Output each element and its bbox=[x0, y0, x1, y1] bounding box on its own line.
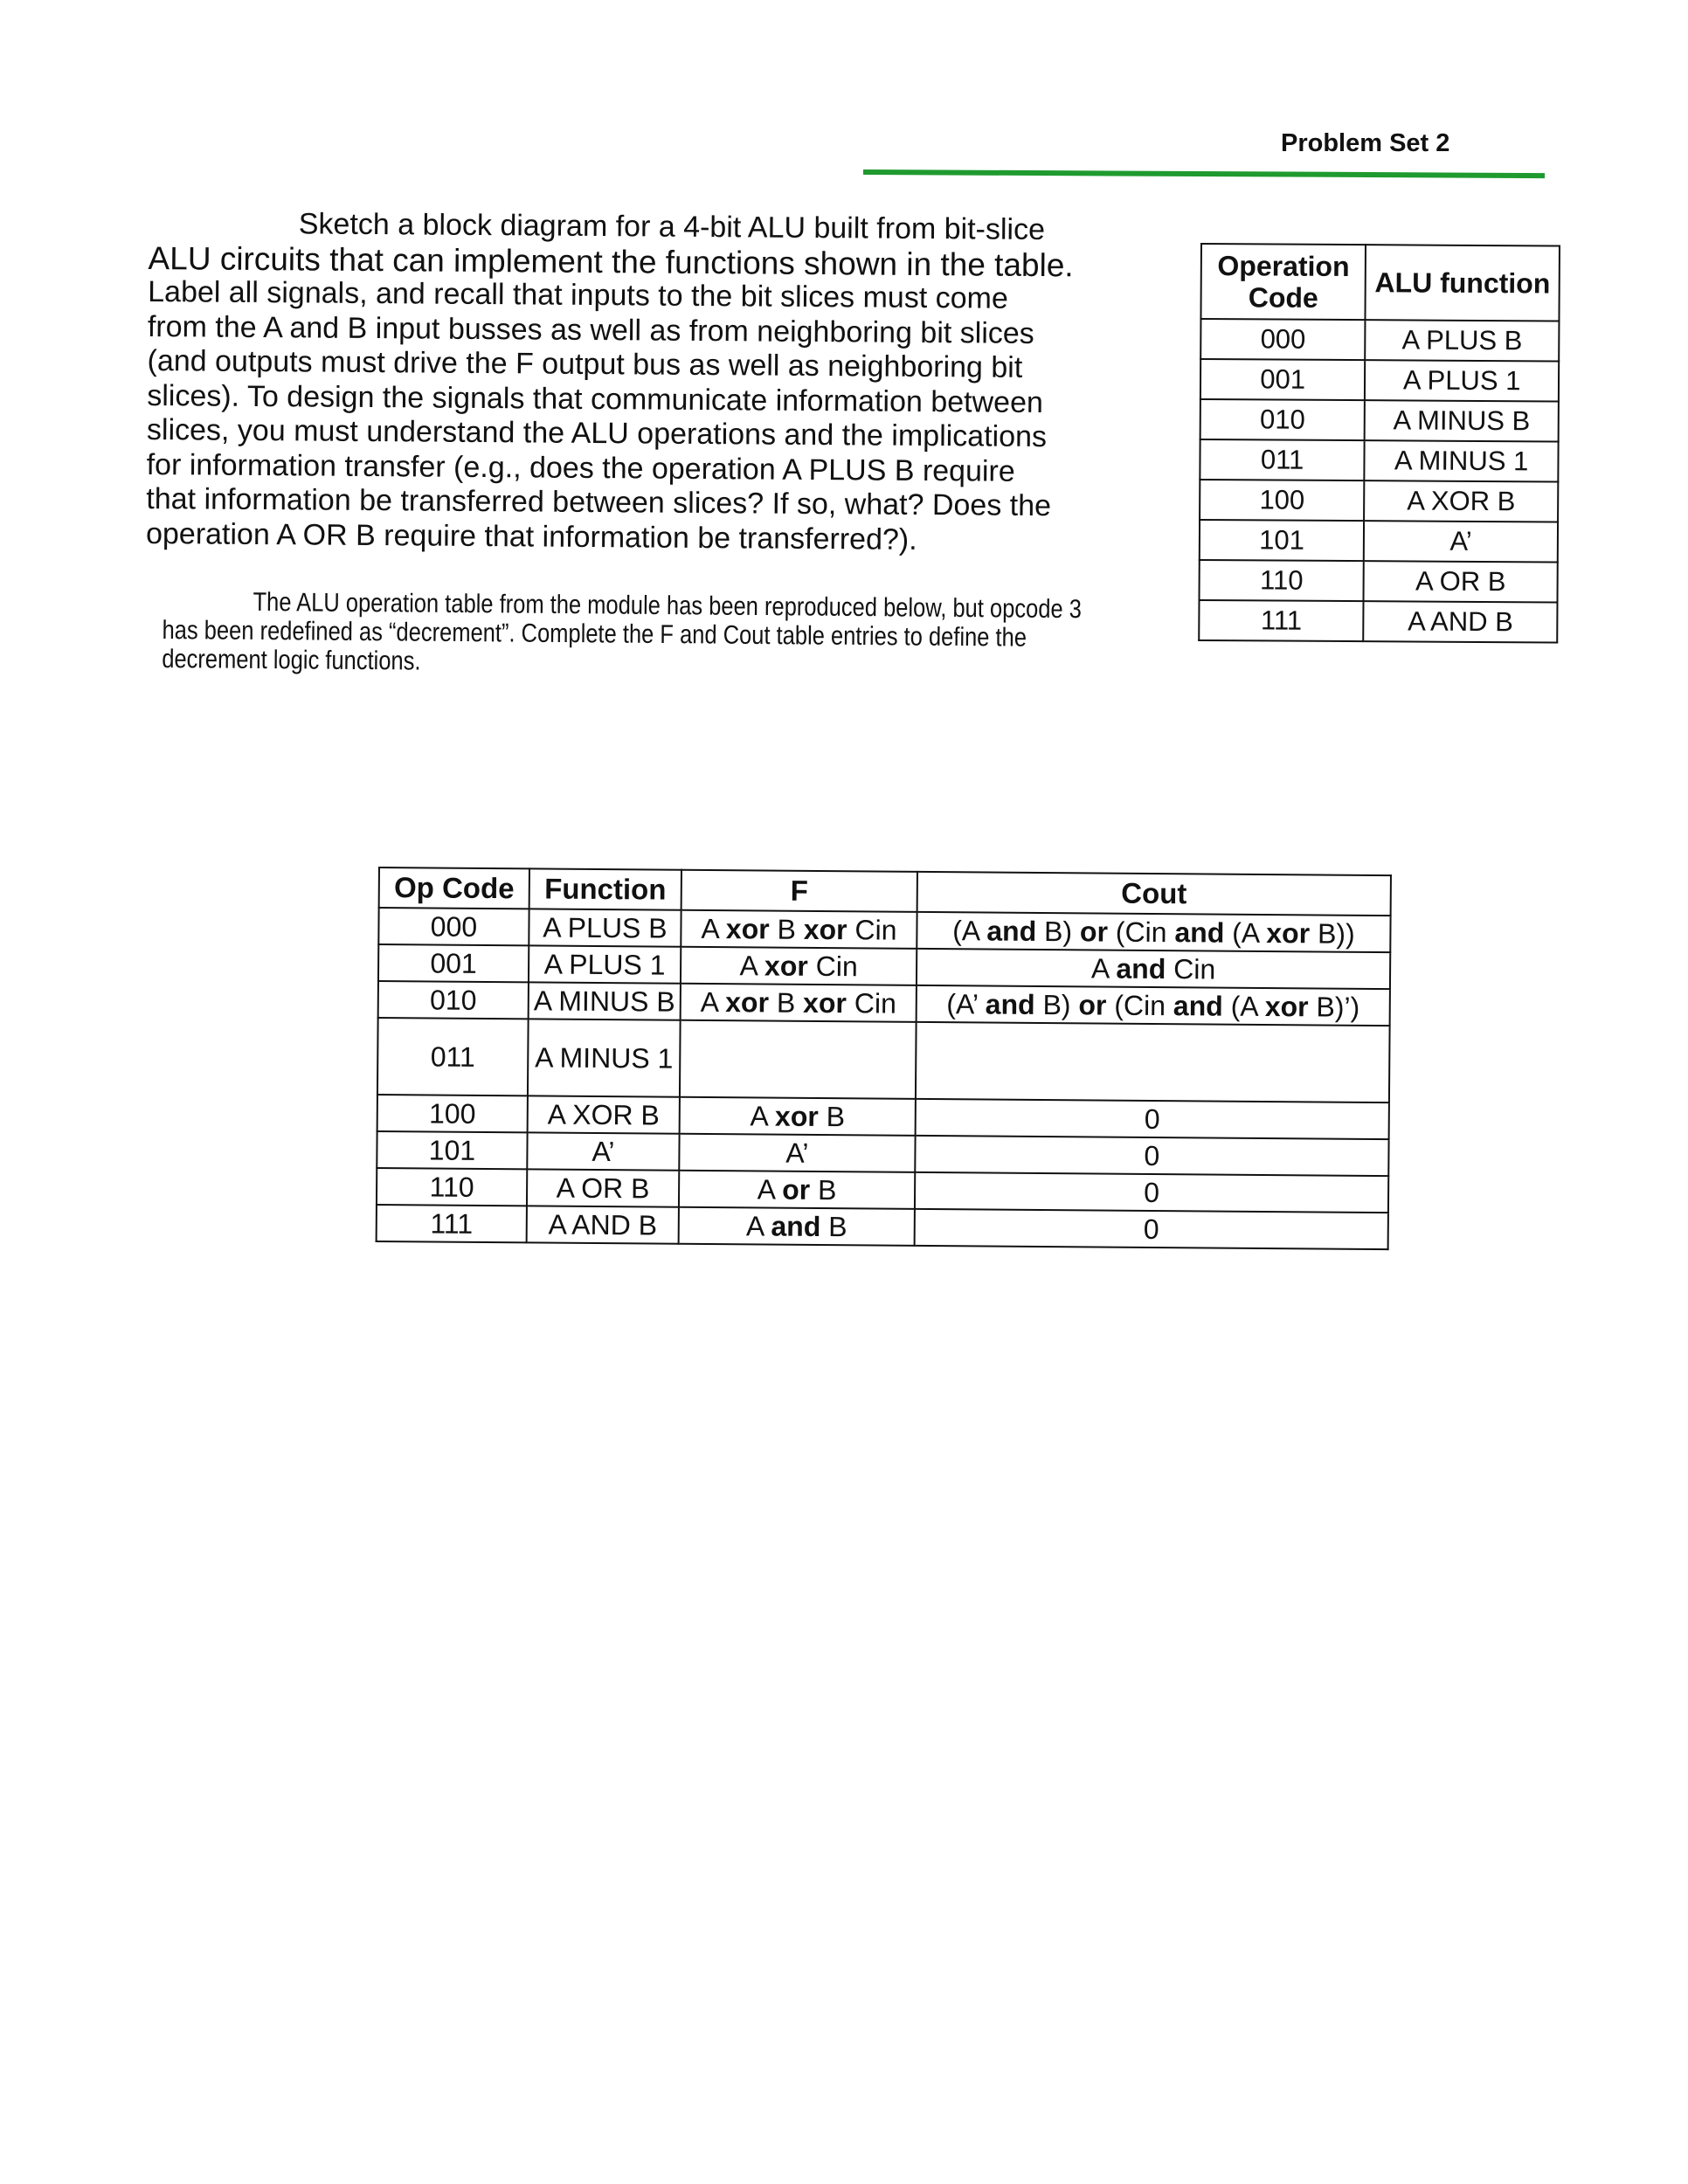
cout-cell: 0 bbox=[915, 1136, 1388, 1176]
op-code-cell: 101 bbox=[1200, 520, 1365, 561]
text-line: that information be transferred between slices? If so, what? Does the bbox=[146, 481, 1052, 523]
alu-logic-table bbox=[376, 867, 1392, 1250]
text-line: slices, you must understand the ALU operations and the implications bbox=[146, 412, 1048, 454]
op-code-cell: 000 bbox=[1200, 319, 1366, 360]
table-row bbox=[1200, 359, 1559, 402]
question-1-text bbox=[146, 206, 1145, 559]
table-row bbox=[377, 1018, 1390, 1102]
op-code-cell: 110 bbox=[377, 1168, 527, 1206]
op-code-cell: 111 bbox=[1199, 600, 1364, 641]
alu-function-cell: A MINUS B bbox=[1365, 400, 1559, 441]
op-code-cell: 100 bbox=[1200, 480, 1365, 521]
table-row bbox=[1199, 600, 1557, 643]
text-line: decrement logic functions. bbox=[162, 644, 421, 676]
text-line: (and outputs must drive the F output bus as well as neighboring bit bbox=[147, 343, 1023, 384]
f-cell: A xor B xor Cin bbox=[681, 984, 917, 1022]
text-line: from the A and B input busses as well as from neighboring bit slices bbox=[147, 309, 1034, 350]
header-function: Function bbox=[529, 868, 681, 909]
table-row bbox=[1200, 399, 1559, 442]
cout-cell: 0 bbox=[915, 1209, 1388, 1249]
function-cell: A MINUS B bbox=[529, 982, 681, 1019]
f-cell: A or B bbox=[679, 1171, 915, 1209]
header-operation-code: Operation Code bbox=[1200, 244, 1366, 320]
op-code-cell: 001 bbox=[1200, 359, 1366, 400]
op-code-cell: 100 bbox=[377, 1095, 528, 1132]
cout-cell: (A’ and B) or (Cin and (A xor B)’) bbox=[917, 985, 1390, 1026]
table-row bbox=[1200, 520, 1558, 563]
op-code-cell: 011 bbox=[1200, 439, 1365, 480]
problem-set-title: Problem Set 2 bbox=[1281, 129, 1450, 157]
table-row bbox=[1200, 439, 1558, 482]
alu-function-cell: A PLUS B bbox=[1366, 320, 1560, 361]
f-cell: A xor B xor Cin bbox=[681, 910, 917, 949]
table-row bbox=[377, 1205, 1388, 1249]
header-op-code: Op Code bbox=[379, 867, 529, 909]
op-code-cell: 011 bbox=[377, 1018, 529, 1095]
op-code-cell: 010 bbox=[1200, 399, 1366, 440]
op-code-cell: 000 bbox=[378, 908, 529, 945]
table-header-row bbox=[1200, 244, 1560, 321]
header-f: F bbox=[681, 870, 917, 912]
text-line: Sketch a block diagram for a 4-bit ALU built from bit-slice bbox=[298, 207, 1046, 247]
function-cell: A AND B bbox=[527, 1206, 679, 1243]
op-code-cell: 111 bbox=[377, 1205, 527, 1242]
f-cell: A and B bbox=[679, 1207, 915, 1246]
text-line: operation A OR B require that information be transferred?). bbox=[145, 516, 917, 556]
op-code-cell: 010 bbox=[378, 981, 529, 1019]
header-alu-function: ALU function bbox=[1366, 245, 1560, 321]
function-cell: A MINUS 1 bbox=[528, 1019, 681, 1096]
f-cell: A xor B bbox=[680, 1097, 916, 1136]
f-cell: A’ bbox=[679, 1134, 915, 1172]
text-line: for information transfer (e.g., does the operation A PLUS B require bbox=[146, 447, 1015, 488]
text-line: ALU circuits that can implement the functions shown in the table. bbox=[148, 239, 1074, 283]
table-row bbox=[1200, 480, 1558, 522]
function-cell: A OR B bbox=[527, 1169, 679, 1206]
text-line: has been redefined as “decrement”. Complete the F and Cout table entries to define the bbox=[162, 615, 1027, 653]
function-cell: A PLUS B bbox=[529, 909, 681, 946]
op-code-cell: 001 bbox=[378, 944, 529, 982]
header-divider bbox=[863, 169, 1545, 178]
alu-function-cell: A MINUS 1 bbox=[1365, 440, 1559, 481]
cout-cell: 0 bbox=[915, 1172, 1388, 1213]
alu-function-cell: A XOR B bbox=[1364, 480, 1558, 522]
cout-cell: A and Cin bbox=[917, 949, 1390, 989]
function-cell: A’ bbox=[527, 1132, 679, 1170]
function-cell: A PLUS 1 bbox=[529, 945, 681, 983]
table-row bbox=[1200, 319, 1559, 362]
question-2-text bbox=[162, 587, 1165, 682]
text-line: Label all signals, and recall that inputs to the bit slices must come bbox=[148, 274, 1008, 315]
header-cout: Cout bbox=[917, 872, 1391, 916]
cout-cell: (A and B) or (Cin and (A xor B)) bbox=[917, 912, 1390, 952]
text-line: The ALU operation table from the module has been reproduced below, but opcode 3 bbox=[253, 587, 1083, 625]
text-line: slices). To design the signals that communicate information between bbox=[147, 378, 1043, 419]
alu-function-cell: A AND B bbox=[1364, 601, 1558, 642]
function-cell: A XOR B bbox=[528, 1095, 680, 1133]
cout-cell: 0 bbox=[916, 1099, 1389, 1139]
alu-function-cell: A’ bbox=[1364, 521, 1558, 562]
operation-code-table bbox=[1198, 243, 1560, 644]
cout-cell[interactable] bbox=[916, 1022, 1390, 1102]
f-cell[interactable] bbox=[680, 1020, 917, 1099]
table-row bbox=[1200, 560, 1558, 603]
alu-function-cell: A PLUS 1 bbox=[1365, 360, 1559, 401]
op-code-cell: 101 bbox=[377, 1131, 527, 1169]
op-code-cell: 110 bbox=[1200, 560, 1365, 601]
alu-function-cell: A OR B bbox=[1364, 561, 1558, 602]
f-cell: A xor Cin bbox=[681, 947, 917, 985]
